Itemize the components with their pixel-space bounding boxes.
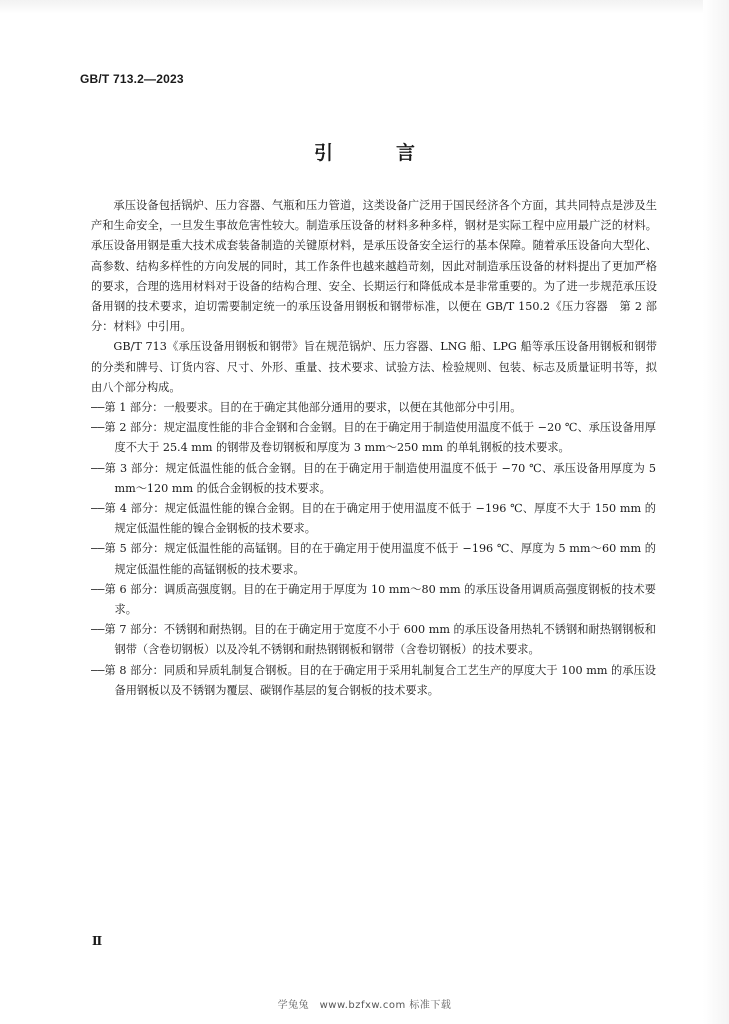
page-number: Ⅱ — [92, 934, 103, 948]
part-text: 第 5 部分：规定低温性能的高锰钢。目的在于确定用于使用温度不低于 −196 ℃、厚度为 5 mm～60 mm 的规定低温性能的高锰钢板的技术要求。 — [104, 542, 656, 576]
part-item — [91, 539, 657, 579]
part-text: 第 2 部分：规定温度性能的非合金钢和合金钢。目的在于确定用于制造使用温度不低于 −20 ℃、承压设备用厚度不大于 25.4 mm 的钢带及卷切钢板和厚度为 3 mm～250 mm 的单轧钢板的技术要求。 — [104, 421, 656, 455]
part-text: 第 3 部分：规定低温性能的低合金钢。目的在于确定用于制造使用温度不低于 −70 ℃、承压设备用厚度为 5 mm～120 mm 的低合金钢板的技术要求。 — [104, 461, 656, 495]
part-text: 第 7 部分：不锈钢和耐热钢。目的在于确定用于宽度不小于 600 mm 的承压设备用热轧不锈钢和耐热钢钢板和钢带（含卷切钢板）以及冷轧不锈钢和耐热钢钢板和钢带（含卷切钢板）的技术要求。 — [104, 623, 656, 657]
part-item — [91, 661, 657, 701]
dash-marker: —— — [91, 502, 105, 516]
part-item — [91, 459, 657, 499]
intro-paragraph-1: 承压设备包括锅炉、压力容器、气瓶和压力管道，这类设备广泛用于国民经济各个方面，其共同特点是涉及生产和生命安全，一旦发生事故危害性较大。制造承压设备的材料多种多样，钢材是实际工程中应用最广泛的材料。承压设备用钢是重大技术成套装备制造的关键原材料，是承压设备安全运行的基本保障。随着承压设备向大型化、高参数、结构多样性的方向发展的同时，其工作条件也越来越趋苛刻，因此对制造承压设备的材料提出了更加严格的要求，合理的选用材料对于设备的结构合理、安全、长期运行和降低成本是非常重要的。为了进一步规范承压设备用钢的技术要求，迫切需要制定统一的承压设备用钢板和钢带标准，以便在 GB/T 150.2《压力容器 第 2 部分：材料》中引用。 — [91, 199, 657, 334]
dash-marker: —— — [91, 582, 105, 596]
page-title: 引 言 — [313, 142, 437, 164]
part-text: 第 6 部分：调质高强度钢。目的在于确定用于厚度为 10 mm～80 mm 的承压设备用调质高强度钢板的技术要求。 — [104, 582, 656, 617]
part-item — [91, 398, 657, 418]
part-item — [91, 580, 657, 620]
dash-marker: —— — [91, 421, 105, 435]
dash-marker: —— — [91, 401, 105, 415]
part-item — [91, 620, 657, 660]
part-item — [91, 418, 657, 458]
dash-marker: —— — [91, 623, 105, 637]
dash-marker: —— — [91, 461, 105, 475]
download-watermark: 学兔兔 www.bzfxw.com 标准下载 — [277, 1000, 452, 1011]
part-text: 第 1 部分：一般要求。目的在于确定其他部分通用的要求，以便在其他部分中引用。 — [104, 401, 522, 415]
document-body — [91, 196, 657, 701]
dash-marker: —— — [91, 542, 105, 556]
scan-edge-top — [0, 0, 729, 14]
intro-paragraph-2: GB/T 713《承压设备用钢板和钢带》旨在规范锅炉、压力容器、LNG 船、LPG 船等承压设备用钢板和钢带的分类和牌号、订货内容、尺寸、外形、重量、技术要求、试验方法、检验规则、包装、标志及质量证明书等，拟由八个部分构成。 — [91, 340, 657, 394]
part-text: 第 4 部分：规定低温性能的镍合金钢。目的在于确定用于使用温度不低于 −196 ℃、厚度不大于 150 mm 的规定低温性能的镍合金钢板的技术要求。 — [104, 502, 656, 536]
dash-marker: —— — [91, 663, 105, 677]
standard-code: GB/T 713.2—2023 — [80, 72, 184, 86]
part-text: 第 8 部分：同质和异质轧制复合钢板。目的在于确定用于采用轧制复合工艺生产的厚度大于 100 mm 的承压设备用钢板以及不锈钢为覆层、碳钢作基层的复合钢板的技术要求。 — [104, 663, 656, 697]
part-item — [91, 499, 657, 539]
